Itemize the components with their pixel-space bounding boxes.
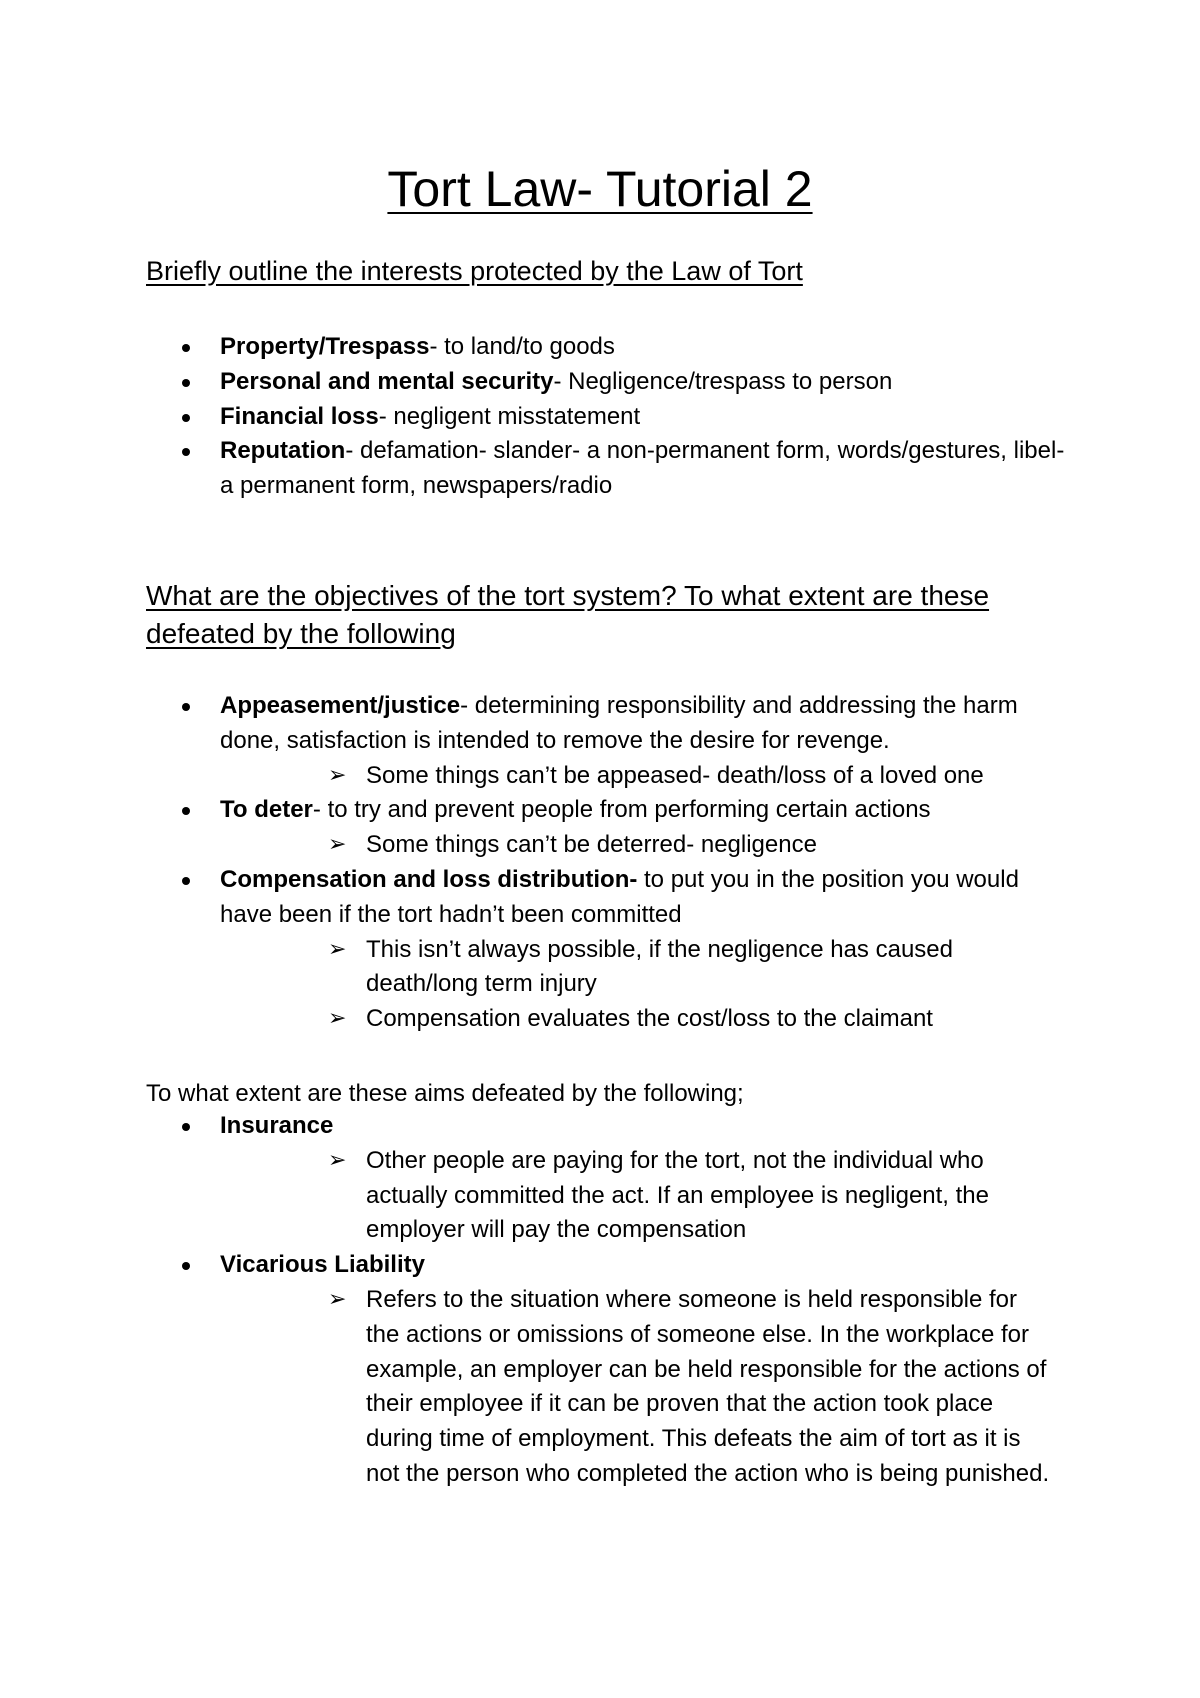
bullet-icon [182, 414, 190, 422]
list-item [0, 793, 1070, 863]
page-title: Tort Law- Tutorial 2 [387, 161, 813, 217]
sub-item [0, 933, 1056, 1003]
list-item [0, 689, 1070, 793]
item-term: Vicarious Liability [220, 1251, 425, 1279]
list-item [0, 400, 1070, 435]
sub-list [0, 828, 1070, 863]
sub-list [0, 1283, 1070, 1492]
item-term: Property/Trespass [220, 333, 430, 360]
bullet-icon [182, 877, 190, 885]
sub-item [0, 1144, 1056, 1248]
item-text: - to try and prevent people from performing certain actions [312, 796, 931, 824]
item-text: - Negligence/trespass to person [553, 367, 893, 395]
sub-list [0, 1144, 1070, 1248]
sub-item-text: Some things can’t be deterred- negligence [366, 831, 817, 859]
item-term: To deter [220, 796, 313, 824]
item-term: Compensation and loss distribution- [220, 865, 638, 893]
bullet-icon [182, 807, 190, 815]
list-item [0, 1109, 1070, 1248]
sub-item-text: Refers to the situation where someone is held responsible for the actions or omissions of someone else. In the workplace for example, an employer can be held responsible for the actions of their employee if it can be proven that the action took place during time of employment. This defeats the aim of tort as it is not the person who completed the action who is being punished. [366, 1285, 1050, 1487]
bullet-icon [182, 1262, 190, 1270]
section1-list [0, 330, 1200, 504]
sub-list [0, 933, 1070, 1037]
section1-heading: Briefly outline the interests protected by the Law of Tort [146, 256, 803, 286]
list-item [0, 863, 1070, 1037]
item-text: to put you in the position you would have been if the tort hadn’t been committed [220, 865, 1019, 928]
list-item [0, 1248, 1070, 1492]
item-term: Reputation [220, 437, 346, 465]
bullet-icon [182, 448, 190, 456]
item-text: - negligent misstatement [378, 402, 641, 430]
item-text: - defamation- slander- a non-permanent form, words/gestures, libel- a permanent form, newspapers/radio [220, 437, 1065, 500]
arrow-bullet-icon: ➢ [328, 936, 347, 962]
sub-list [0, 759, 1070, 794]
item-term: Financial loss [220, 402, 379, 430]
list-item [0, 365, 1070, 400]
sub-item-text: Other people are paying for the tort, not the individual who actually committed the act. If an employee is negligent, the employer will pay the compensation [366, 1146, 990, 1244]
item-text: - determining responsibility and addressing the harm done, satisfaction is intended to remove the desire for revenge. [220, 692, 1018, 754]
section2-list [0, 689, 1200, 1037]
bullet-icon [182, 344, 190, 352]
sub-item [0, 759, 1056, 794]
item-text: - to land/to goods [429, 333, 615, 360]
section3-intro: To what extent are these aims defeated by the following; [146, 1080, 744, 1107]
item-term: Personal and mental security [220, 367, 554, 395]
arrow-bullet-icon: ➢ [328, 1147, 347, 1173]
section3-list [0, 1109, 1200, 1492]
sub-item-text: Some things can’t be appeased- death/loss of a loved one [366, 761, 984, 789]
list-item [0, 330, 1070, 365]
sub-item-text: Compensation evaluates the cost/loss to the claimant [366, 1005, 933, 1033]
bullet-icon [182, 379, 190, 387]
sub-item [0, 828, 1056, 863]
item-term: Appeasement/justice [220, 692, 461, 719]
list-item [0, 434, 1070, 504]
sub-item [0, 1283, 1056, 1492]
bullet-icon [182, 703, 190, 711]
sub-item-text: This isn’t always possible, if the negligence has caused death/long term injury [366, 935, 953, 998]
arrow-bullet-icon: ➢ [328, 1006, 347, 1032]
bullet-icon [182, 1123, 190, 1131]
arrow-bullet-icon: ➢ [328, 1286, 347, 1312]
item-term: Insurance [220, 1112, 334, 1139]
sub-item [0, 1002, 1056, 1037]
section2-heading: What are the objectives of the tort system? To what extent are these defeated by the following [146, 580, 990, 649]
arrow-bullet-icon: ➢ [328, 762, 347, 788]
arrow-bullet-icon: ➢ [328, 832, 347, 858]
